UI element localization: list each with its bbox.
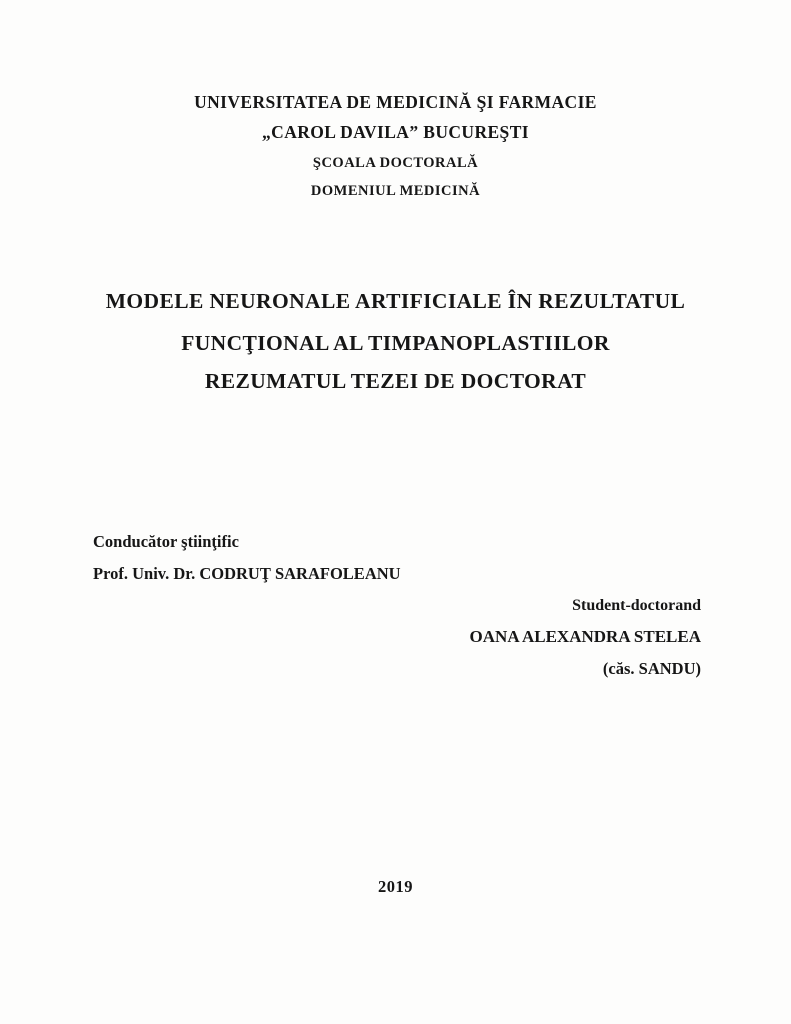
university-city: „CAROL DAVILA” BUCUREŞTI [262, 122, 529, 142]
university-name: UNIVERSITATEA DE MEDICINĂ ŞI FARMACIE [194, 92, 597, 112]
advisor-label: Conducător ştiinţific [93, 532, 239, 551]
thesis-title-line-3: REZUMATUL TEZEI DE DOCTORAT [204, 369, 587, 393]
student-name: OANA ALEXANDRA STELEA [469, 627, 701, 646]
publication-year: 2019 [378, 877, 413, 896]
thesis-title-line-1: MODELE NEURONALE ARTIFICIALE ÎN REZULTATUL [105, 289, 686, 313]
student-label: Student-doctorand [572, 597, 701, 614]
doctoral-school: ŞCOALA DOCTORALĂ [312, 155, 479, 171]
field-of-study: DOMENIUL MEDICINĂ [310, 183, 481, 199]
thesis-title-line-2: FUNCŢIONAL AL TIMPANOPLASTIILOR [181, 331, 610, 355]
student-maiden-name: (căs. SANDU) [602, 659, 701, 678]
advisor-name: Prof. Univ. Dr. CODRUŢ SARAFOLEANU [93, 564, 401, 583]
